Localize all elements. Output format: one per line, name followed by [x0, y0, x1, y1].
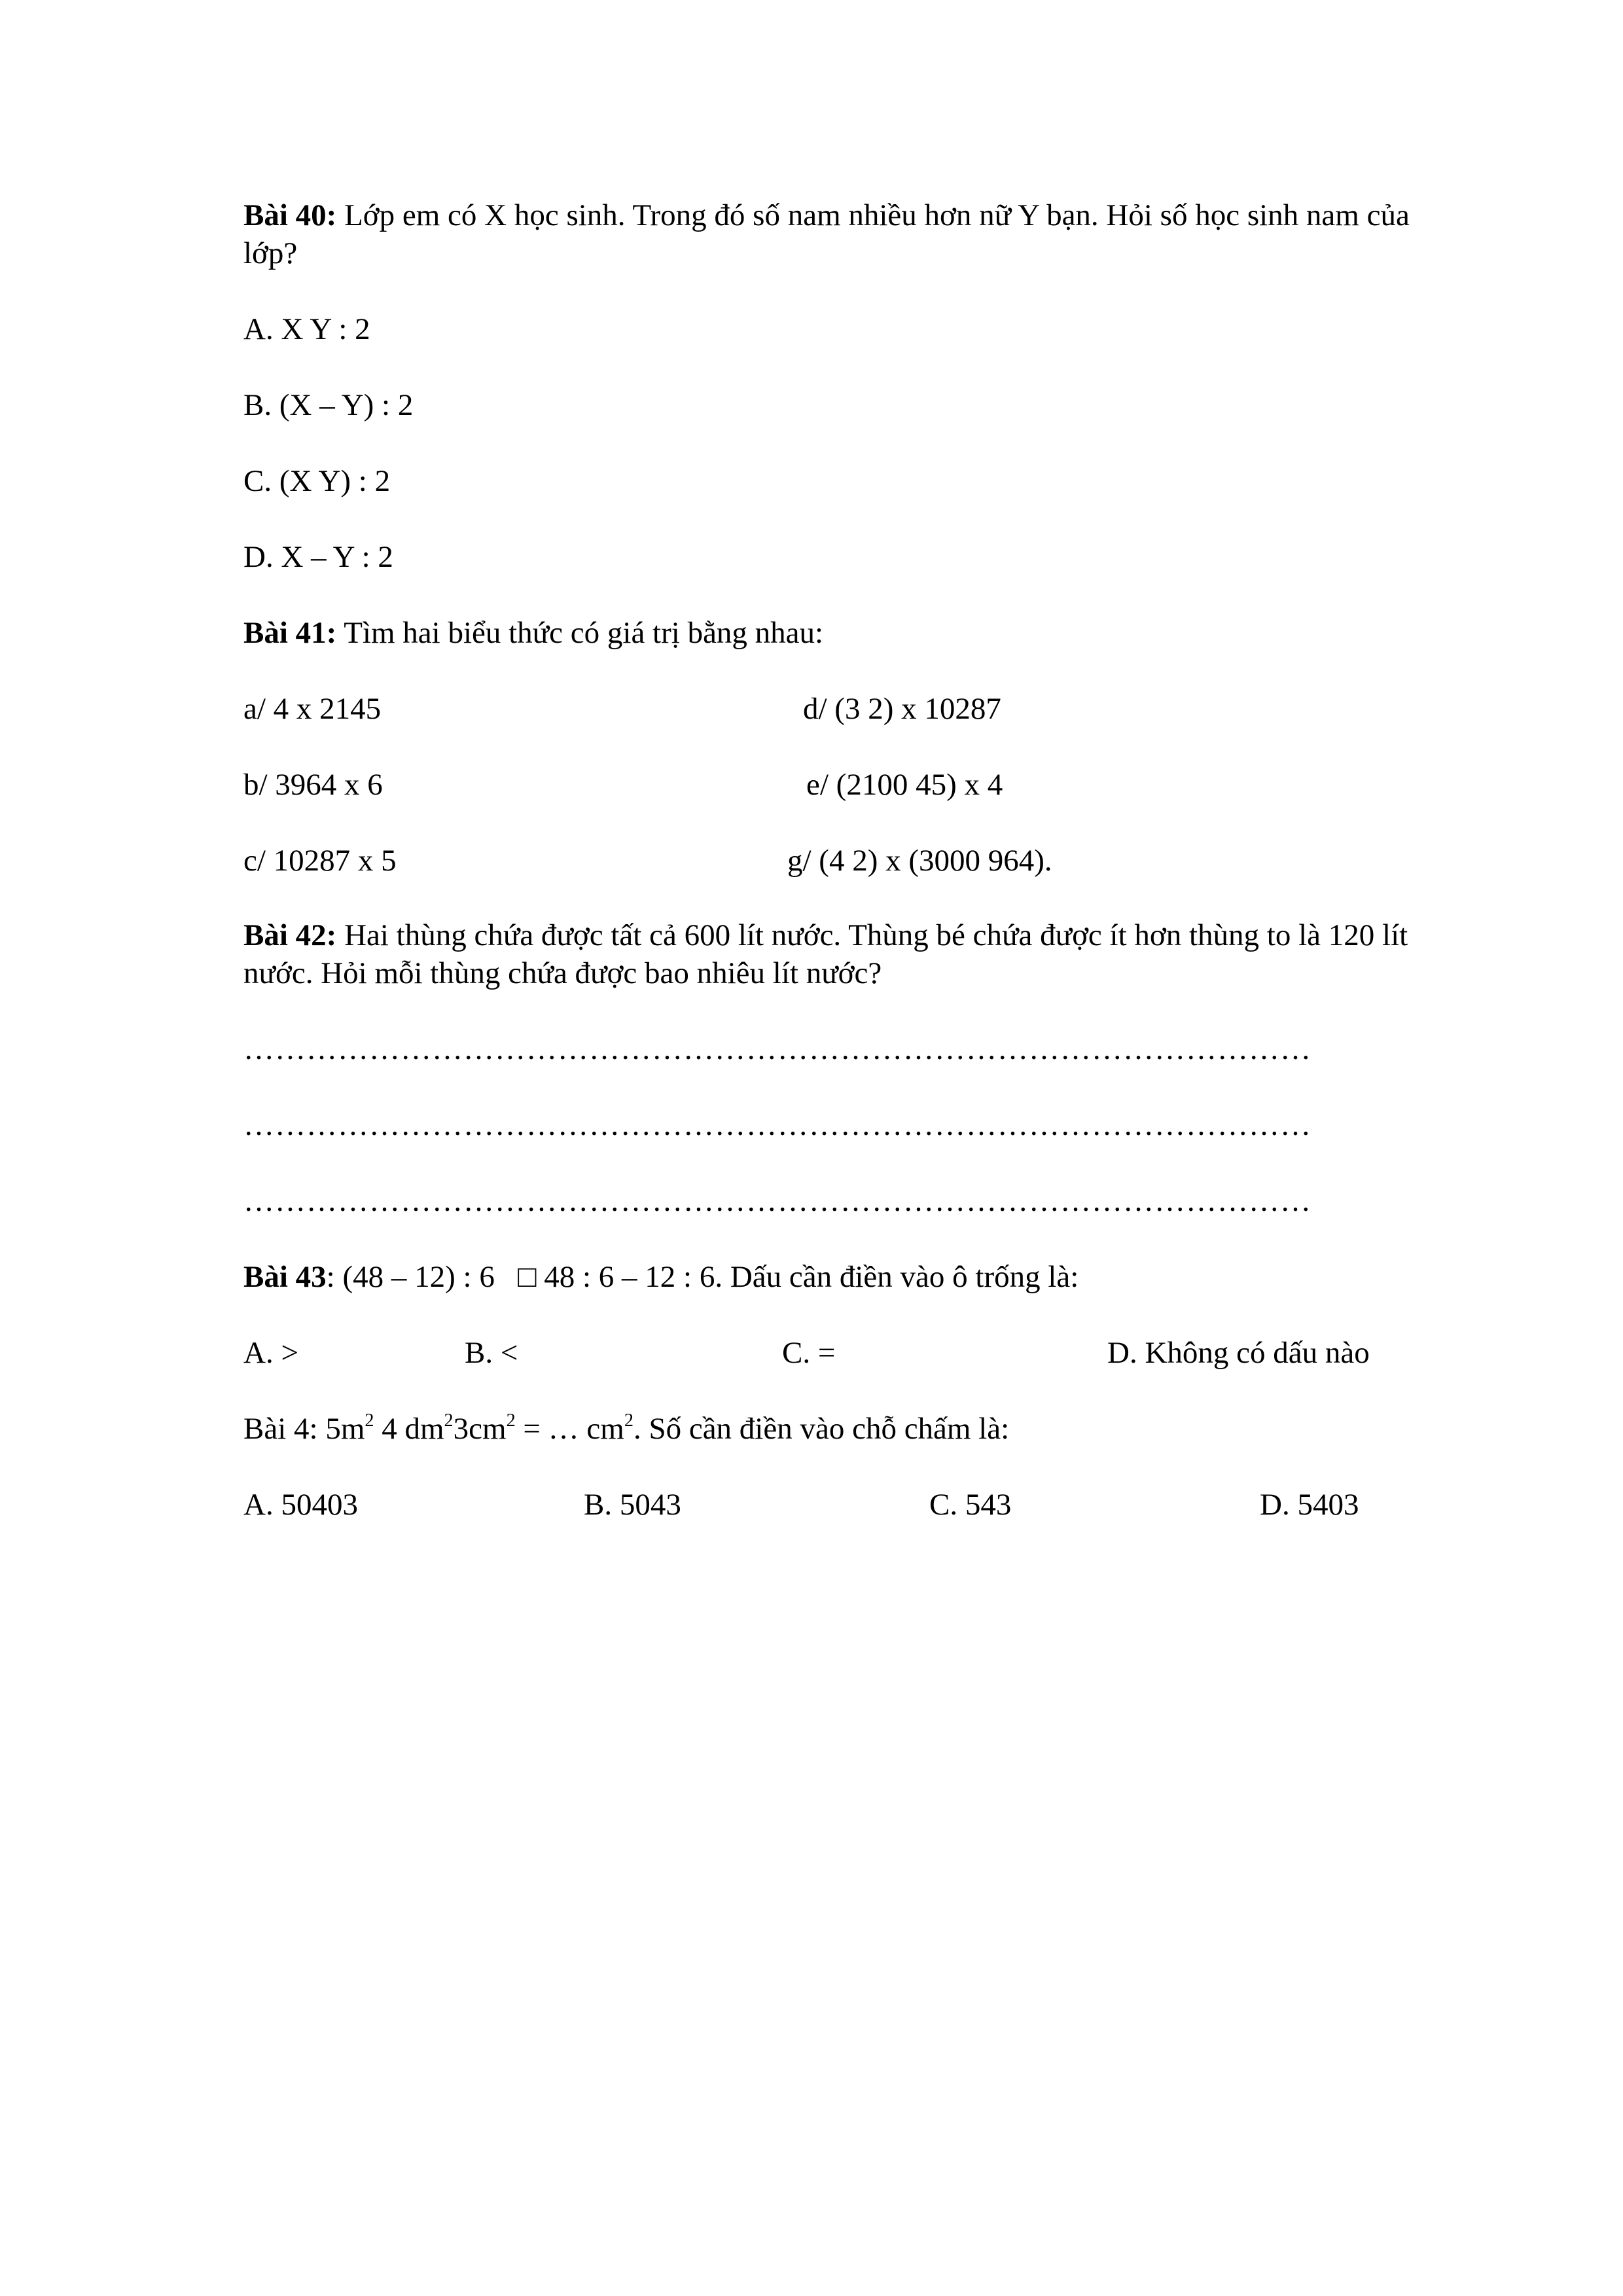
bai4-option-c: C. 543 [929, 1488, 1012, 1522]
bai43-text: : (48 – 12) : 6 □ 48 : 6 – 12 : 6. Dấu cần điền vào ô trống là: [326, 1260, 1079, 1294]
bai4-text-2: 4 dm [374, 1412, 444, 1446]
bai4-option-d: D. 5403 [1260, 1488, 1359, 1522]
bai43-option-d: D. Không có dấu nào [1107, 1336, 1370, 1370]
bai41-item-b: b/ 3964 x 6 [243, 768, 383, 802]
bai43-option-a: A. > [243, 1336, 298, 1370]
bai4-sup-1: 2 [365, 1410, 374, 1431]
bai42-label: Bài 42: [243, 918, 337, 952]
bai4-option-a: A. 50403 [243, 1488, 358, 1522]
bai41-label: Bài 41: [243, 616, 337, 650]
bai4-sup-3: 2 [506, 1410, 516, 1431]
bai40-option-d: D. X – Y : 2 [243, 540, 393, 574]
bai43-label: Bài 43 [243, 1260, 327, 1294]
bai41-item-a: a/ 4 x 2145 [243, 692, 382, 726]
bai40-question [243, 196, 1410, 235]
bai42-text: Hai thùng chứa được tất cả 600 lít nước. Thùng bé chứa được ít hơn thùng to là 120 lít [336, 918, 1408, 952]
bai41-item-g: g/ (4 2) x (3000 964). [787, 844, 1052, 878]
bai4-text-5: . Số cần điền vào chỗ chấm là: [633, 1412, 1010, 1446]
bai42-answer-line: ………………………………………………………………………………………… [243, 1108, 1311, 1142]
bai42-answer-line: ………………………………………………………………………………………… [243, 1184, 1311, 1218]
bai41-item-d: d/ (3 2) x 10287 [803, 692, 1001, 726]
bai4-question [243, 1410, 1009, 1448]
bai43-option-b: B. < [465, 1336, 518, 1370]
bai40-option-c: C. (X Y) : 2 [243, 464, 391, 498]
bai40-question-cont: lớp? [243, 236, 298, 270]
bai42-question [243, 916, 1408, 955]
bai42-answer-line: ………………………………………………………………………………………… [243, 1032, 1311, 1066]
bai42-question-cont: nước. Hỏi mỗi thùng chứa được bao nhiêu lít nước? [243, 956, 882, 990]
bai41-text: Tìm hai biểu thức có giá trị bằng nhau: [336, 616, 824, 650]
bai4-text-3: 3cm [453, 1412, 507, 1446]
bai41-question [243, 614, 823, 653]
bai4-text-1: Bài 4: 5m [243, 1412, 365, 1446]
bai4-sup-2: 2 [444, 1410, 454, 1431]
bai4-sup-4: 2 [624, 1410, 633, 1431]
bai43-option-c: C. = [782, 1336, 836, 1370]
bai40-option-a: A. X Y : 2 [243, 312, 370, 346]
bai4-text-4: = … cm [515, 1412, 624, 1446]
bai40-label: Bài 40: [243, 198, 337, 232]
bai41-item-c: c/ 10287 x 5 [243, 844, 397, 878]
bai40-option-b: B. (X – Y) : 2 [243, 388, 414, 422]
bai40-text: Lớp em có X học sinh. Trong đó số nam nhiều hơn nữ Y bạn. Hỏi số học sinh nam của [336, 198, 1410, 232]
bai4-option-b: B. 5043 [584, 1488, 681, 1522]
bai43-question [243, 1258, 1079, 1297]
bai41-item-e: e/ (2100 45) x 4 [806, 768, 1003, 802]
